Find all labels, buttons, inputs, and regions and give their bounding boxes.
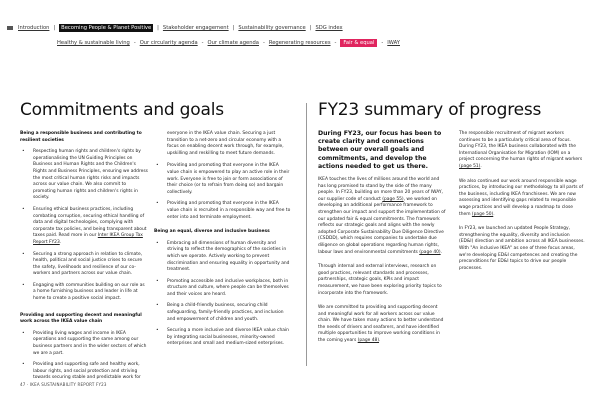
page-link[interactable]: (page 55) [382,196,404,202]
list-item-text: Ensuring ethical business practices, including combating corruption, securing ethical handling of data and digital technologies, complying with corporate tax policies, and being transparent about taxes paid. Read more in our [33,206,147,239]
section-heading: Being a responsible business and contributing to resilient societies [20,131,142,143]
paragraph: Through internal and external interviews, research on good practices, relevant standards and processes, partnerships, strategic goals, KPIs and impact measurement, we have been exploring priority topics to incorporate into the framework. [318,264,442,296]
continuation-text: everyone in the IKEA value chain. Securing a just transition to a net-zero and circular economy with a focus on enabling decent work through, for example, upskilling and reskilling to meet future demands. [167,131,284,156]
list-item: • Providing living wages and income in IKEA operations and supporting the same among our business partners and in the wider sectors of which we are a part. [33,331,148,357]
page-footer: 47 · IKEA SUSTAINABILITY REPORT FY23 [20,382,107,387]
paragraph-text: . [440,249,443,255]
section-heading: Providing and supporting decent and meaningful work across the IKEA value chain [20,312,142,325]
subnav-separator: - [201,40,204,46]
paragraph [459,131,585,171]
subnav-fair-equal[interactable]: Fair & equal [340,39,377,47]
section-heading: Being an equal, diverse and inclusive business [154,229,270,235]
commitments-heading: Commitments and goals [20,100,224,120]
list-item: • Embracing all dimensions of human diversity and striving to reflect the demographics of the societies in which we operate. Actively working to prevent discrimination and ensuring equality in opportunity and treatment. [167,241,292,274]
commitment-list [154,241,292,348]
subnav-separator: - [262,40,265,46]
subnav-separator: - [133,40,136,46]
nav-sustainability-governance[interactable]: Sustainability governance [238,25,306,31]
paragraph-text: We also continued our work around responsible wage practices, by introducing our methodology to all parts of the business, including IKEA franchisees. We are now assessing and identifying gaps related to responsible wage practices and will develop a roadmap to close them [459,178,584,217]
nav-separator: | [309,25,312,31]
nav-becoming-people-planet-positive[interactable]: Becoming People & Planet Positive [61,25,152,31]
commitments-column-2 [154,131,292,354]
commitment-list [154,163,292,221]
page-link[interactable]: (page 50) [471,211,494,217]
paragraph-text: The responsible recruitment of migrant workers continues to be a particularly critical area of focus. During FY23, the IKEA business collaborated with the International Organisation for Migration (IOM) on a project concerning the human rights of migrant workers [459,131,583,163]
nav-separator: | [232,25,235,31]
list-item: • Promoting accessible and inclusive workplaces, both in structure and culture, where people can be themselves and their voices are heard. [167,279,292,299]
subnav-healthy-sustainable-living[interactable]: Healthy & sustainable living [57,40,130,46]
list-item: • Securing a more inclusive and diverse IKEA value chain by integrating social businesses, minority-owned enterprises and small and medium-sized enterprises. [167,328,292,348]
progress-heading: FY23 summary of progress [318,100,542,120]
page-link[interactable]: (page 40) [419,249,441,255]
list-item [33,207,148,247]
subnav-circularity-agenda[interactable]: Our circularity agenda [139,40,198,46]
tax-report-link[interactable]: Inter IKEA Group Tax Report FY23 [33,233,143,245]
paragraph-text: IKEA touches the lives of millions around the world and has long promised to stand by the side of the many people. In FY23, building on more than 20 years of IWAY, our supplier code of conduct [318,177,443,202]
column-divider [306,103,307,366]
subnav-climate-agenda[interactable]: Our climate agenda [207,40,259,46]
list-item: • Securing a strong approach in relation to climate, health, political and social justice crises to secure the safety, livelihoods and resilience of our co-workers and partners across our value chain. [33,252,148,278]
paragraph [318,305,446,345]
paragraph-text: . [379,338,381,344]
list-item: • Providing and promoting that everyone in the IKEA value chain is empowered to play an active role in their work. Everyone is free to join or form associations of their choice (or to refrain from doing so) and bargain collectively. [167,163,292,196]
progress-column-1 [318,130,446,351]
nav-stakeholder-engagement[interactable]: Stakeholder engagement [162,25,229,31]
nav-sdg-index[interactable]: SDG index [315,25,343,31]
list-item: • Respecting human rights and children's rights by operationalising the UN Guiding Principles on Business and Human Rights and the Children's Rights and Business Principles, ensuring we address the most critical human rights risks and impacts across our value chain. We also commit to promoting human rights and children's rights in society. [33,149,148,202]
paragraph [459,179,585,219]
nav-separator: | [53,25,56,31]
paragraph [318,177,446,256]
secondary-nav [57,39,400,47]
lead-paragraph: During FY23, our focus has been to create clarity and connections between our overall goals and commitments, and develop the actions needed to get us there. [318,130,442,170]
subnav-separator: - [381,40,384,46]
subnav-regenerating-resources[interactable]: Regenerating resources [268,40,331,46]
commitments-column-1 [20,131,148,388]
nav-separator: | [157,25,159,31]
list-item: • Providing and promoting that everyone in the IKEA value chain is recruited in a responsible way and free to enter into and terminate employment. [167,201,292,221]
menu-icon[interactable] [7,26,13,30]
list-item: • Engaging with communities building on our role as a home furnishing business and leader in life at home to create a positive social impact. [33,283,148,303]
commitment-list [20,149,148,302]
paragraph-text: , we worked on developing an additional performance framework to strengthen our impact and support the implementation of our updated fair & equal commitments. The framework reflects our strategic goals and aligns with the newly adopted Corporate Sustainability Due Diligence Directive (CSDDD), which requires companies to undertake due diligence on global operations regarding human rights, labour laws and environmental commitments [318,196,446,255]
commitment-list [20,331,148,382]
page-link[interactable]: (page 48) [357,338,380,344]
primary-nav [7,24,343,32]
paragraph-text: . [480,163,482,169]
paragraph-text: . [493,211,495,217]
subnav-separator: - [334,40,337,46]
list-item-text: . [59,239,62,245]
progress-column-2 [459,131,585,278]
list-item: • Providing and supporting safe and healthy work, labour rights, and social protection and striving towards securing stable and predictable work for [33,362,148,382]
nav-introduction[interactable]: Introduction [18,25,50,31]
paragraph: In FY23, we launched an updated People Strategy, strengthening the equality, diversity and inclusion (ED&I) direction and ambition across all IKEA businesses. With "An inclusive IKEA" as one of three focus areas, we're developing ED&I competences and creating the preconditions for ED&I topics to drive our people processes. [459,226,585,271]
paragraph-text: We are committed to providing and supporting decent and meaningful work for all workers across our value chain. We have taken many actions to better understand the needs of drivers and seafarers, and have identified multiple opportunities to improve working conditions in the coming years [318,305,444,344]
subnav-iway[interactable]: IWAY [387,40,400,46]
page-link[interactable]: (page 51) [459,163,481,169]
list-item: • Being a child-friendly business, securing child safeguarding, family-friendly practices, and inclusion and empowerment of children and youth. [167,303,292,323]
